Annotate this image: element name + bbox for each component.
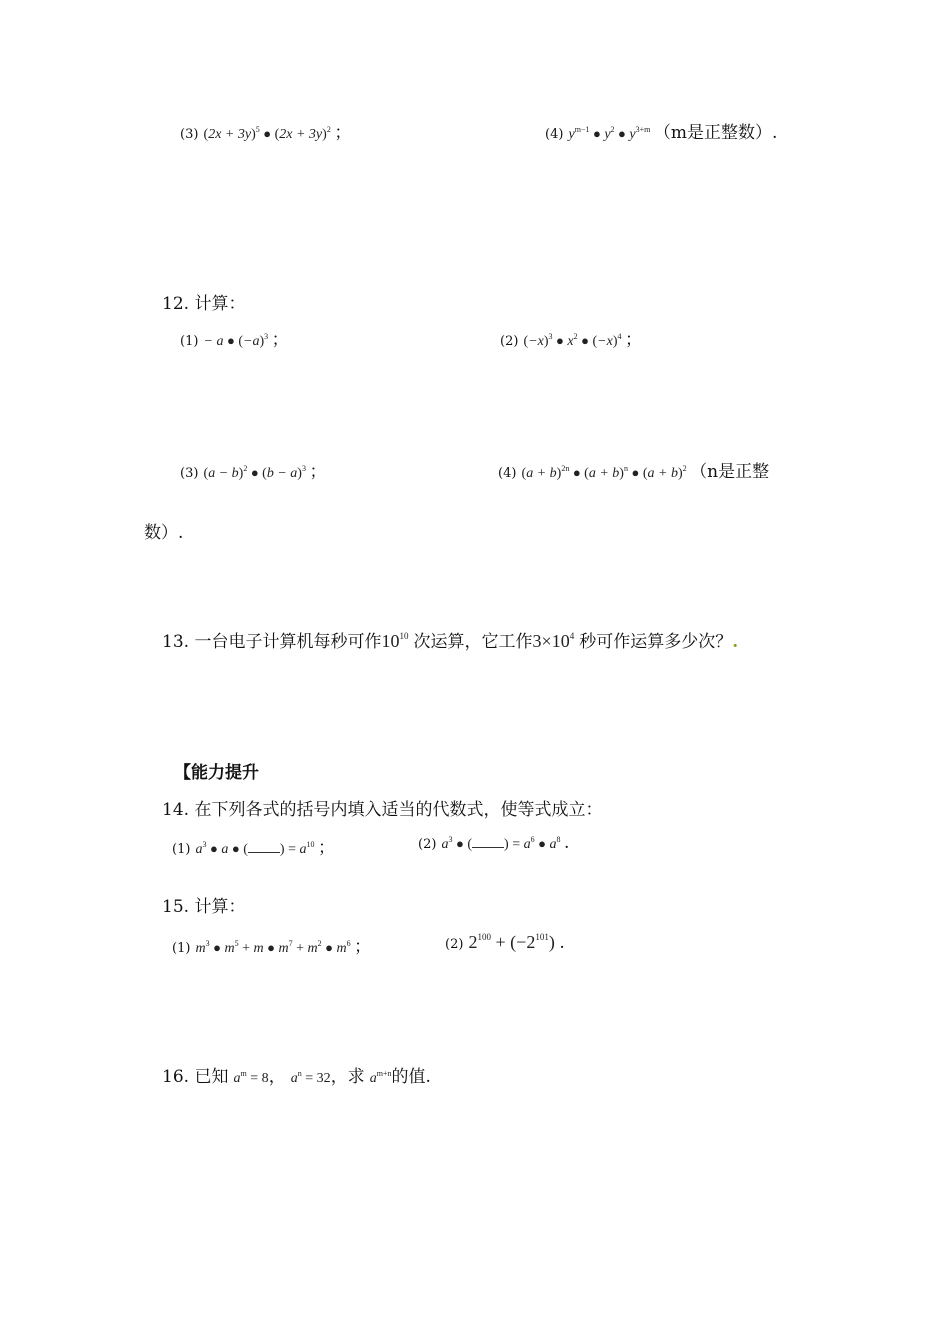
section-heading: 【能力提升	[174, 763, 259, 783]
p14-item2	[418, 833, 569, 853]
math-a-pow-m-plus-n: $a^{m+n}$	[369, 1069, 392, 1086]
item-note: （m是正整数）.	[653, 123, 778, 143]
item-tail: ；	[317, 838, 335, 858]
p15-item2	[445, 932, 565, 953]
item-label: (2)	[500, 334, 519, 349]
p14-title: 14. 在下列各式的括号内填入适当的代数式，使等式成立：	[162, 800, 603, 820]
item-tail: ；	[271, 330, 289, 350]
p16-text-c: 的值.	[391, 1067, 431, 1087]
math-expression: $a^3$ ● a ● ( ) = $a^{10}$	[195, 840, 315, 857]
p16-sep: ，	[268, 1067, 286, 1087]
math-expression: $2^{100} + (-2^{101})$	[468, 932, 555, 952]
item-note: （n是正整	[690, 462, 770, 482]
p16-text-b: ，求	[330, 1067, 365, 1087]
item-tail: ；	[309, 462, 327, 482]
item-label: (2)	[445, 937, 464, 952]
item-label: (1)	[180, 334, 199, 349]
item-tail: ；	[354, 937, 372, 957]
p12-title: 12. 计算：	[162, 294, 246, 314]
math-expression: $(a + b)^{2n}$ ● $(a + b)^n$ ● $(a + b)^2$	[521, 464, 687, 481]
item-label: (4)	[545, 127, 564, 142]
p12-item4	[498, 457, 769, 482]
math-am-eq-8: $a^m = 8$	[233, 1069, 269, 1086]
p16-text-a: 16. 已知	[162, 1067, 229, 1087]
p11-item4	[545, 118, 777, 143]
item-tail: ；	[624, 330, 642, 350]
p13-text-d: .	[732, 632, 739, 652]
p11-item3	[180, 118, 351, 143]
item-label: (2)	[418, 837, 437, 852]
math-expression: $a^3$ ● ( ) = $a^6$ ● $a^8$	[441, 835, 561, 852]
math-an-eq-32: $a^n = 32$	[290, 1069, 331, 1086]
math-expression: $m^3$ ● $m^5 + m$ ● $m^7 + m^2$ ● $m^6$	[195, 939, 351, 956]
item-tail: ；	[334, 123, 352, 143]
math-expression: $(a - b)^2$ ● $(b - a)^3$	[203, 464, 306, 481]
blank-answer	[248, 842, 280, 853]
math-expression: $(-x)^3$ ● $x^2$ ● $(-x)^4$	[523, 332, 622, 349]
p12-item3	[180, 457, 326, 482]
item-tail: .	[563, 833, 570, 853]
p13-text	[162, 627, 738, 652]
p13-text-a: 13. 一台电子计算机每秒可作	[162, 632, 382, 652]
blank-answer	[472, 837, 504, 848]
math-three-times-ten-pow-four: $3\times 10^4$	[532, 631, 575, 651]
item-label: (1)	[172, 842, 191, 857]
item-label: (4)	[498, 466, 517, 481]
item-tail: .	[559, 933, 565, 953]
math-expression: $(2x + 3y)^5$ ● $(2x + 3y)^2$	[203, 125, 331, 142]
p15-item1	[172, 932, 371, 957]
item-label: (1)	[172, 941, 191, 956]
p13-text-b: 次运算，它工作	[413, 632, 533, 652]
p14-item1	[172, 833, 335, 858]
math-expression: − a ● $(-a)^3$	[203, 332, 269, 349]
math-ten-pow-ten: $10^{10}$	[381, 631, 409, 651]
item-label: (3)	[180, 127, 199, 142]
p16-text	[162, 1062, 431, 1087]
item-label: (3)	[180, 466, 199, 481]
math-expression: $y^{m-1}$ ● $y^2$ ● $y^{3+m}$	[568, 125, 651, 142]
p13-text-c: 秒可作运算多少次？	[579, 632, 733, 652]
p12-item4-note-cont: 数）.	[144, 523, 184, 543]
p15-title: 15. 计算：	[162, 897, 246, 917]
p12-item2	[500, 325, 642, 350]
p12-item1	[180, 325, 289, 350]
